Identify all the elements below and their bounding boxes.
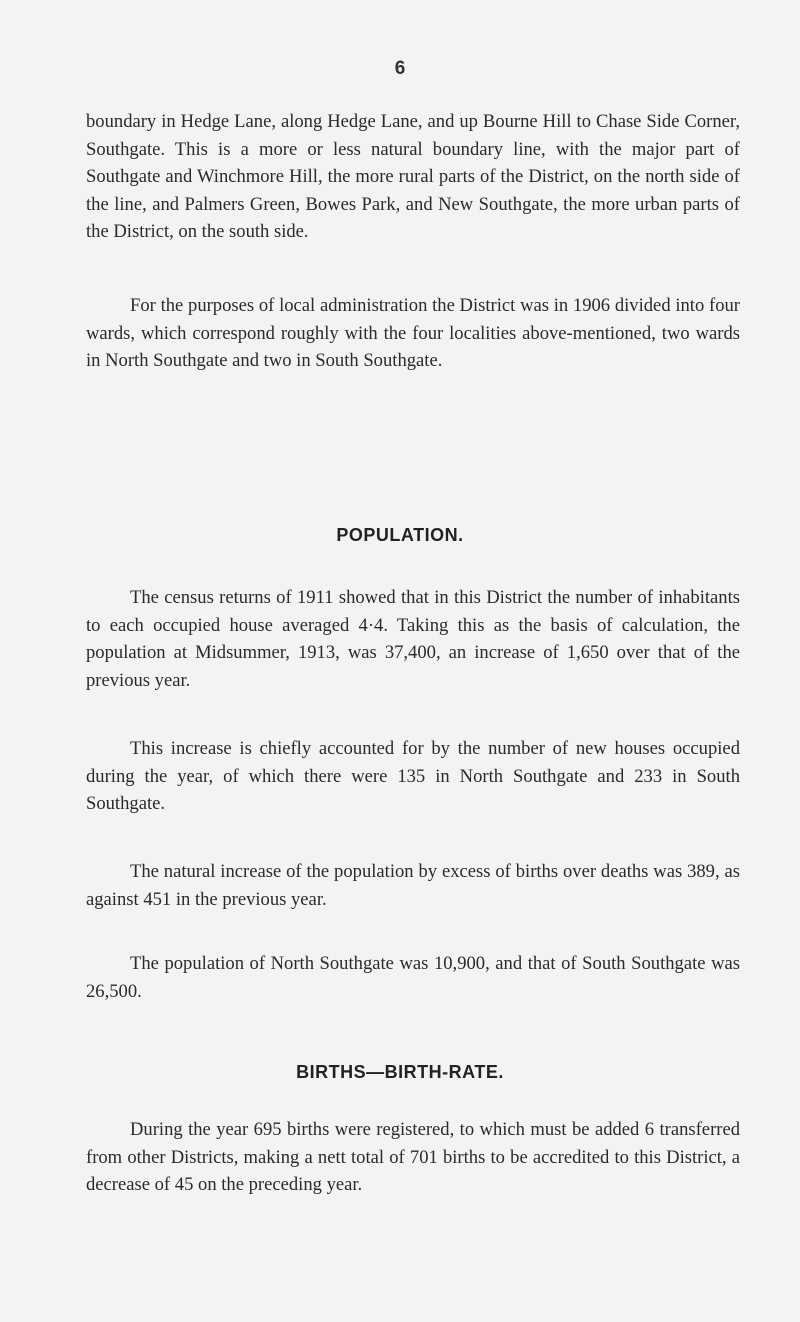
paragraph-census: The census returns of 1911 showed that in this District the number of inhabitants to each occupied house averaged 4·4. Taking this as the basis of calculation, the population at Midsummer, 1913, was 37,400, an increase of 1,650 over that of the previous year.	[86, 587, 740, 691]
heading-births: BIRTHS—BIRTH-RATE.	[296, 1062, 504, 1082]
paragraph-boundary: boundary in Hedge Lane, along Hedge Lane, and up Bourne Hill to Chase Side Corner, Southgate. This is a more or less natural boundary line, with the major part of Southgate and Winchmore Hill, the more rural parts of the District, on the north side of the line, and Palmers Green, Bowes Park, and New Southgate, the more urban parts of the District, on the south side.	[86, 111, 740, 243]
paragraph-population-split: The population of North Southgate was 10,900, and that of South Southgate was 26,500.	[86, 953, 740, 1002]
paragraph-wards: For the purposes of local administration the District was in 1906 divided into four wards, which correspond roughly with the four localities above-mentioned, two wards in North Southgate and two in South Southgate.	[86, 295, 740, 372]
page-number: 6	[394, 58, 406, 79]
paragraph-increase: This increase is chiefly accounted for by the number of new houses occupied during the year, of which there were 135 in North Southgate and 233 in South Southgate.	[86, 738, 740, 815]
paragraph-natural-increase: The natural increase of the population by excess of births over deaths was 389, as against 451 in the previous year.	[86, 861, 740, 910]
heading-population: POPULATION.	[336, 525, 464, 545]
paragraph-births: During the year 695 births were registered, to which must be added 6 transferred from other Districts, making a nett total of 701 births to be accredited to this District, a decrease of 45 on the preceding year.	[86, 1119, 740, 1196]
